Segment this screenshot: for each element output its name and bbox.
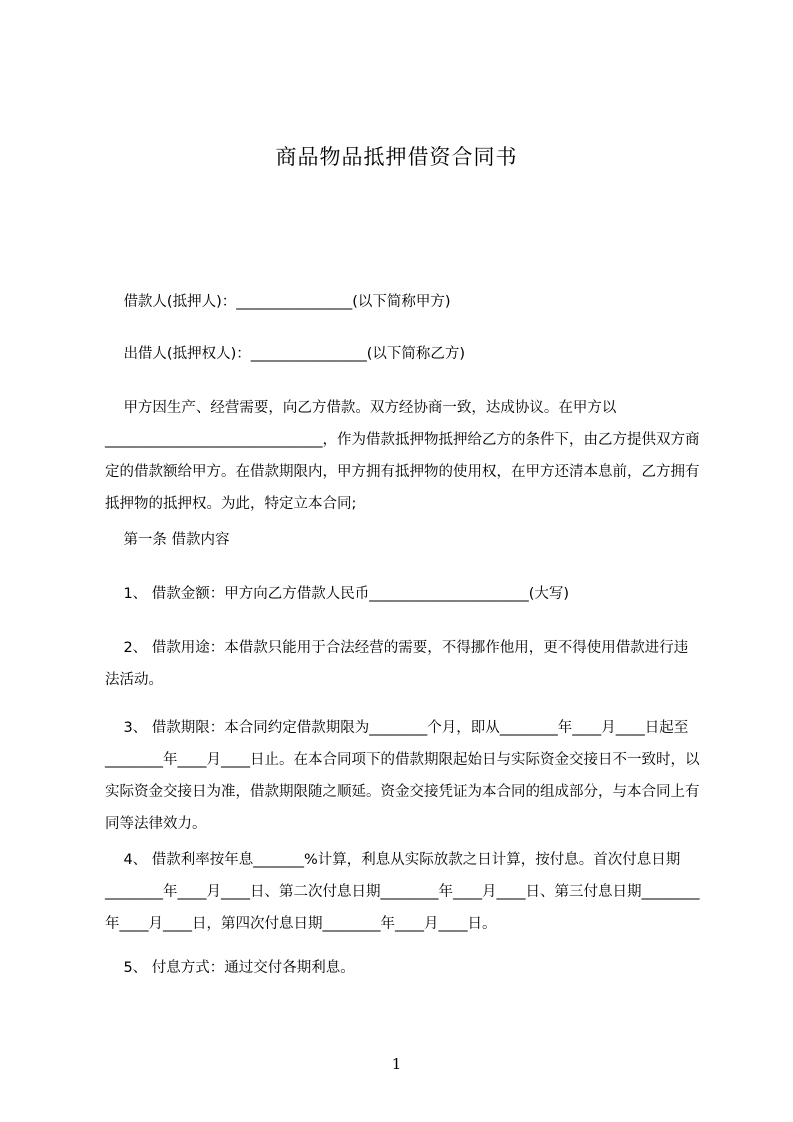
clause-loan-purpose: 2、 借款用途：本借款只能用于合法经营的需要，不得挪作他用，更不得使用借款进行违法活动。 [105, 640, 689, 688]
article-one-heading: 第一条 借款内容 [105, 532, 230, 548]
page-number: 1 [391, 1055, 402, 1073]
clause-payment-method: 5、 付息方式：通过交付各期利息。 [105, 960, 355, 976]
preamble-paragraph: 甲方因生产、经营需要，向乙方借款。双方经协商一致，达成协议。在甲方以______________________________，作为借款抵押物抵押给乙方的条件下，由乙方提供双方商定的借款额给甲方。在借款期限内，甲方拥有抵押物的使用权，在甲方还清本息前，乙方拥有抵押物的抵押权。为此，特定立本合同; [105, 400, 700, 512]
clause-loan-amount: 1、 借款金额：甲方向乙方借款人民币______________________(大写) [105, 586, 570, 602]
borrower-line: 借款人(抵押人)：________________(以下简称甲方) [105, 294, 451, 310]
clause-loan-term: 3、 借款期限：本合同约定借款期限为________个月，即从________年____月____日起至________年____月____日止。在本合同项下的借款期限起始日与实际资金交接日不一致时，以实际资金交接日为准，借款期限随之顺延。资金交接凭证为本合同的组成部分，与本合同上有同等法律效力。 [105, 720, 700, 832]
contract-title: 商品物品抵押借资合同书 [275, 145, 518, 169]
lender-line: 出借人(抵押权人)：________________(以下简称乙方) [105, 346, 466, 362]
clause-interest-rate: 4、 借款利率按年息_______%计算，利息从实际放款之日计算，按付息。首次付息日期________年____月____日、第二次付息日期________年____月____日、第三付息日期________年____月____日，第四次付息日期________年____月____日。 [105, 852, 700, 932]
